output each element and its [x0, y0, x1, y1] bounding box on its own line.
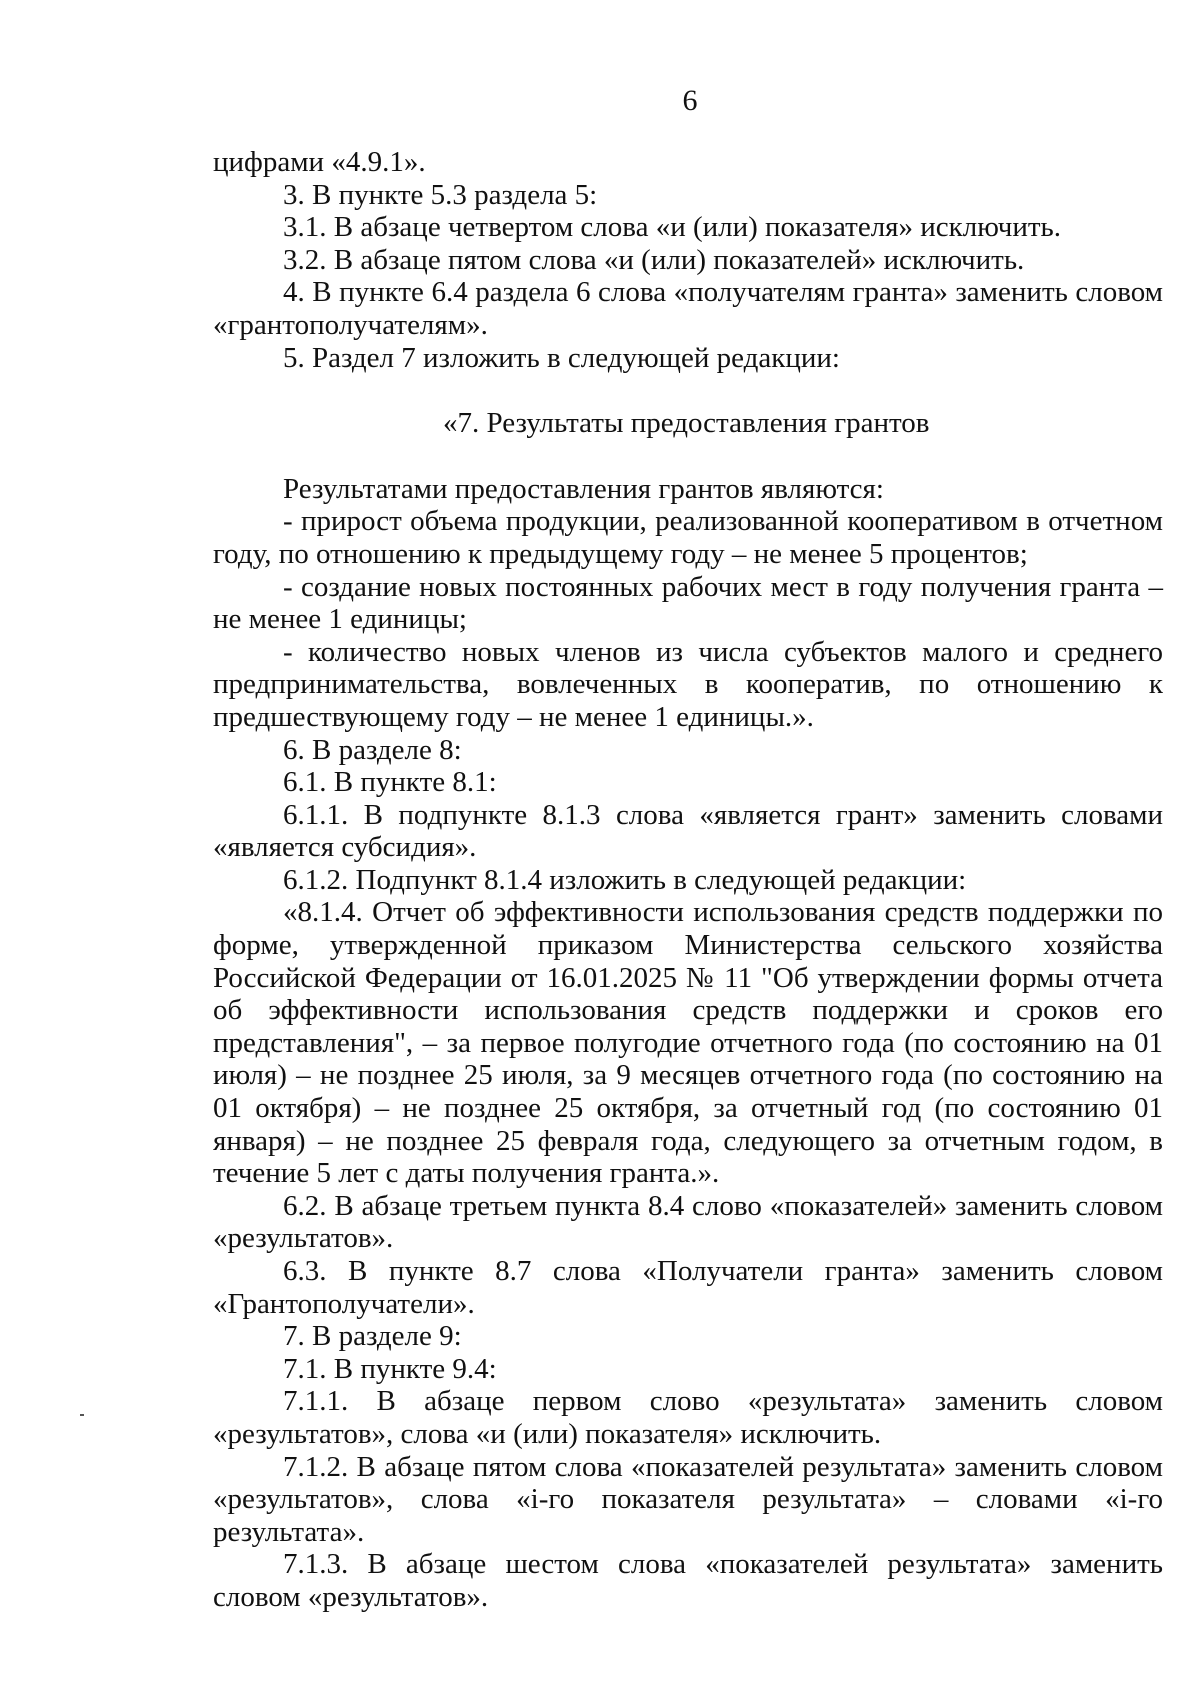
- paragraph: 4. В пункте 6.4 раздела 6 слова «получателям гранта» заменить словом «грантополучателям».: [213, 276, 1163, 341]
- page-number: 6: [682, 84, 698, 117]
- document-body: [213, 146, 1163, 1614]
- paragraph: 6.1. В пункте 8.1:: [283, 766, 497, 799]
- paragraph: 3.1. В абзаце четвертом слова «и (или) показателя» исключить.: [283, 211, 1062, 244]
- paragraph: Результатами предоставления грантов являются:: [283, 472, 884, 505]
- paragraph: 3.2. В абзаце пятом слова «и (или) показателей» исключить.: [283, 243, 1025, 276]
- paragraph: 7.1. В пункте 9.4:: [283, 1352, 497, 1385]
- list-item: - количество новых членов из числа субъектов малого и среднего предпринимательства, вовлеченных в кооператив, по отношению к предшествующему году – не менее 1 единицы.».: [213, 635, 1163, 733]
- paragraph: 6. В разделе 8:: [283, 733, 462, 766]
- paragraph: 7.1.2. В абзаце пятом слова «показателей результата» заменить словом «результатов», слова «i-го показателя результата» – словами «i-го результата».: [213, 1450, 1163, 1548]
- paragraph: 7. В разделе 9:: [283, 1320, 462, 1353]
- paragraph: 7.1.3. В абзаце шестом слова «показателей результата» заменить словом «результатов».: [213, 1548, 1163, 1613]
- scan-artifact: [80, 1414, 84, 1416]
- paragraph: 3. В пункте 5.3 раздела 5:: [283, 178, 598, 211]
- paragraph: цифрами «4.9.1».: [213, 146, 426, 178]
- paragraph: 7.1.1. В абзаце первом слово «результата» заменить словом «результатов», слова «и (или) показателя» исключить.: [213, 1385, 1163, 1450]
- paragraph: 6.3. В пункте 8.7 слова «Получатели гранта» заменить словом «Грантополучатели».: [213, 1255, 1163, 1320]
- list-item: - создание новых постоянных рабочих мест в году получения гранта – не менее 1 единицы;: [213, 570, 1163, 636]
- section-heading: «7. Результаты предоставления грантов: [443, 407, 930, 440]
- paragraph: 6.2. В абзаце третьем пункта 8.4 слово «показателей» заменить словом «результатов».: [213, 1189, 1163, 1255]
- paragraph: 6.1.1. В подпункте 8.1.3 слова «является грант» заменить словами «является субсидия».: [213, 798, 1163, 864]
- list-item: - прирост объема продукции, реализованной кооперативом в отчетном году, по отношению к предыдущему году – не менее 5 процентов;: [213, 505, 1163, 570]
- paragraph: 5. Раздел 7 изложить в следующей редакции:: [283, 341, 840, 374]
- paragraph: «8.1.4. Отчет об эффективности использования средств поддержки по форме, утвержденной приказом Министерства сельского хозяйства Российской Федерации от 16.01.2025 № 11 "Об утверждении формы отчета об эффективности использования средств поддержки и сроков его представления", – за первое полугодие отчетного года (по состоянию на 01 июля) – не позднее 25 июля, за 9 месяцев отчетного года (по состоянию на 01 октября) – не позднее 25 октября, за отчетный год (по состоянию 01 января) – не позднее 25 февраля года, следующего за отчетным годом, в течение 5 лет с даты получения гранта.».: [213, 896, 1163, 1190]
- paragraph: 6.1.2. Подпункт 8.1.4 изложить в следующей редакции:: [283, 863, 967, 896]
